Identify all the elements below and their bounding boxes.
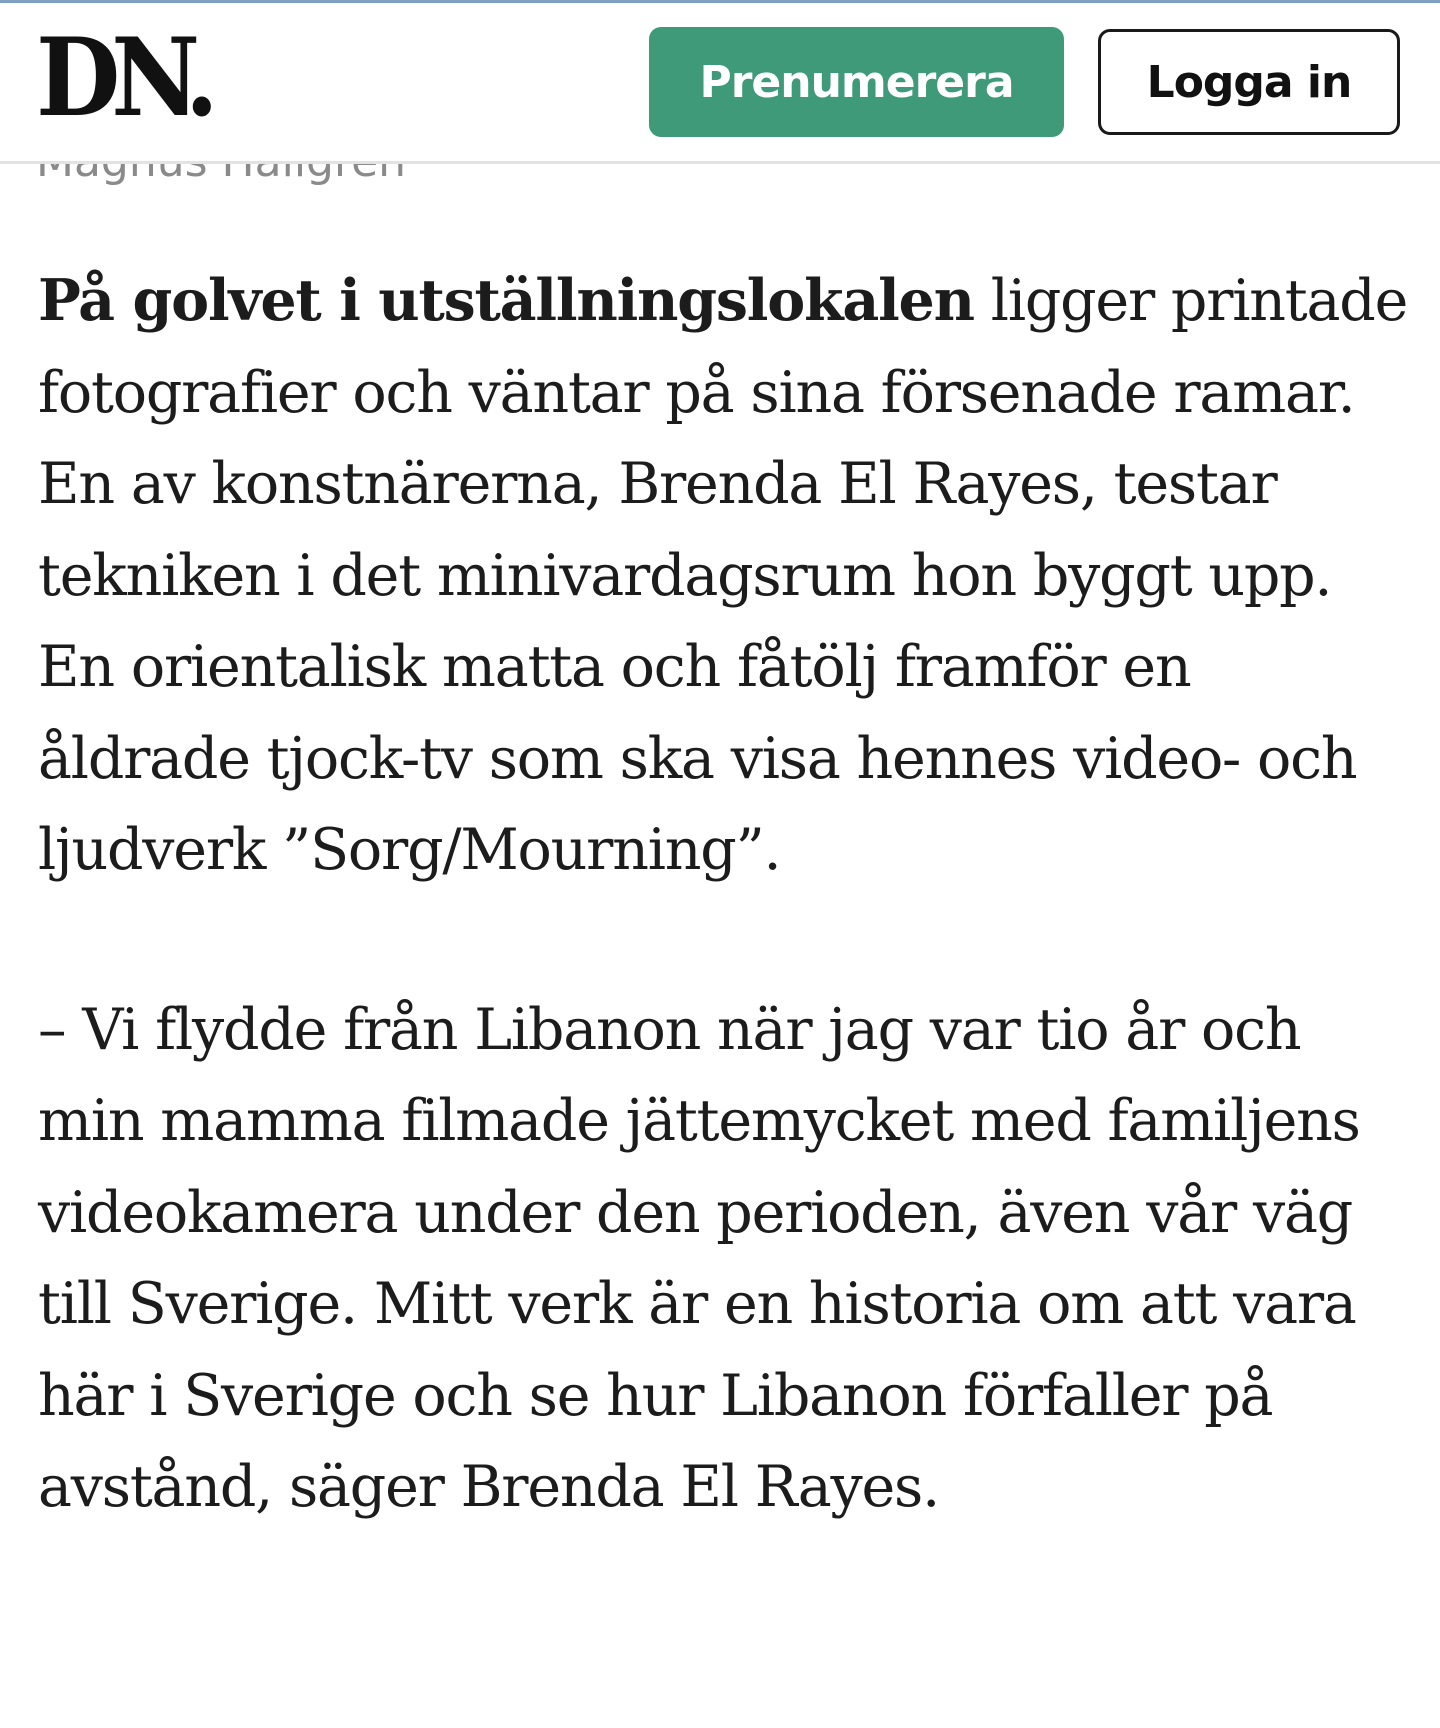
paragraph-text: ligger printade fotografier och väntar på sina försenade ramar. En av konstnärerna, Brenda El Rayes, testar tekniken i det minivardagsrum hon byggt upp. En orientalisk matta och fåtölj framför en åldrade tjock-tv som ska visa hennes video- och ljudverk ”Sorg/Mourning”. [38, 268, 1408, 883]
article-paragraph-1 [38, 255, 1408, 897]
login-button[interactable]: Logga in [1098, 29, 1400, 135]
subscribe-button[interactable]: Prenumerera [649, 27, 1064, 137]
article-paragraph-2: – Vi flydde från Libanon när jag var tio år och min mamma filmade jättemycket med familjens videokamera under den perioden, även vår väg till Sverige. Mitt verk är en historia om att vara här i Sverige och se hur Libanon förfaller på avstånd, säger Brenda El Rayes. [38, 996, 1360, 1520]
paragraph-lead: På golvet i utställningslokalen [38, 267, 974, 334]
dn-logo[interactable]: DN. [36, 15, 210, 141]
article-body [38, 255, 1408, 1534]
site-header [0, 3, 1440, 164]
